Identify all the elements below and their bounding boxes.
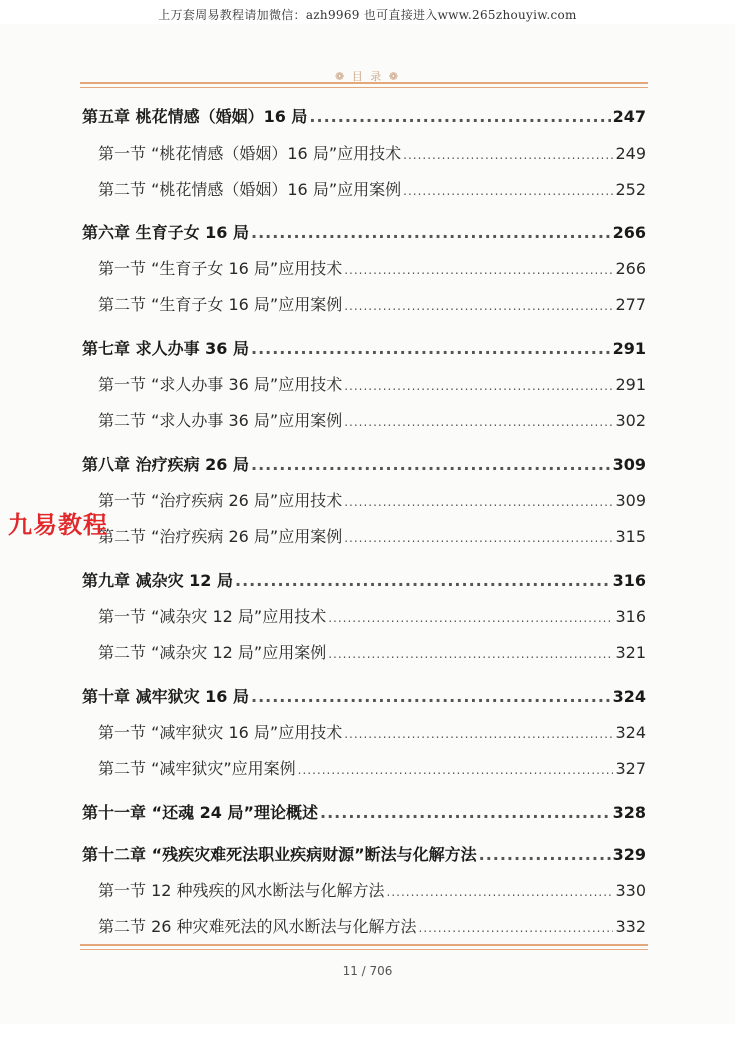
toc-leader-dots bbox=[344, 379, 613, 393]
toc-leader-dots bbox=[344, 263, 613, 277]
toc-entry-title: 第一节 “求人办事 36 局”应用技术 bbox=[98, 375, 343, 394]
toc-entry-page: 266 bbox=[612, 223, 646, 242]
toc-entry-chapter-6[interactable] bbox=[82, 220, 646, 243]
toc-entry-page: 327 bbox=[615, 759, 646, 778]
toc-entry-page: 302 bbox=[615, 411, 646, 430]
toc-leader-dots bbox=[328, 647, 613, 661]
toc-entry-page: 249 bbox=[615, 144, 646, 163]
toc-leader-dots bbox=[298, 763, 614, 777]
toc-entry-title: 第二节 “求人办事 36 局”应用案例 bbox=[98, 411, 343, 430]
toc-entry-title: 第一节 “减杂灾 12 局”应用技术 bbox=[98, 607, 327, 626]
toc-leader-dots bbox=[344, 495, 613, 509]
toc-leader-dots bbox=[251, 223, 611, 242]
toc-leader-dots bbox=[328, 611, 613, 625]
toc-entry-page: 266 bbox=[615, 259, 646, 278]
toc-entry-title: 第九章 减杂灾 12 局 bbox=[82, 571, 233, 590]
toc-leader-dots bbox=[251, 339, 611, 358]
toc-leader-dots bbox=[344, 727, 613, 741]
toc-entry-page: 329 bbox=[612, 845, 646, 864]
toc-entry-section[interactable] bbox=[98, 524, 646, 547]
toc-entry-title: 第八章 治疗疾病 26 局 bbox=[82, 455, 249, 474]
toc-leader-dots bbox=[320, 803, 611, 822]
toc-entry-section[interactable] bbox=[98, 141, 646, 164]
toc-entry-section[interactable] bbox=[98, 292, 646, 315]
document-page bbox=[0, 24, 735, 1024]
toc-entry-title: 第七章 求人办事 36 局 bbox=[82, 339, 249, 358]
toc-entry-section[interactable] bbox=[98, 604, 646, 627]
toc-entry-title: 第二节 “治疗疾病 26 局”应用案例 bbox=[98, 527, 343, 546]
bottom-divider bbox=[80, 944, 648, 946]
toc-entry-page: 324 bbox=[612, 687, 646, 706]
toc-entry-title: 第十章 减牢狱灾 16 局 bbox=[82, 687, 249, 706]
toc-entry-title: 第二节 “生育子女 16 局”应用案例 bbox=[98, 295, 343, 314]
toc-entry-page: 316 bbox=[612, 571, 646, 590]
toc-entry-title: 第一节 “治疗疾病 26 局”应用技术 bbox=[98, 491, 343, 510]
toc-entry-page: 247 bbox=[612, 107, 646, 126]
toc-leader-dots bbox=[235, 571, 611, 590]
toc-leader-dots bbox=[344, 299, 613, 313]
toc-entry-chapter-8[interactable] bbox=[82, 452, 646, 475]
toc-entry-title: 第十一章 “还魂 24 局”理论概述 bbox=[82, 803, 319, 822]
toc-entry-page: 291 bbox=[615, 375, 646, 394]
toc-entry-title: 第一节 12 种残疾的风水断法与化解方法 bbox=[98, 881, 385, 900]
bottom-divider-thin bbox=[80, 949, 648, 950]
toc-entry-title: 第十二章 “残疾灾难死法职业疾病财源”断法与化解方法 bbox=[82, 845, 477, 864]
toc-entry-chapter-11[interactable] bbox=[82, 800, 646, 823]
toc-entry-page: 315 bbox=[615, 527, 646, 546]
toc-entry-title: 第二节 “桃花情感（婚姻）16 局”应用案例 bbox=[98, 180, 402, 199]
toc-leader-dots bbox=[251, 687, 611, 706]
top-divider bbox=[80, 82, 648, 88]
toc-entry-page: 316 bbox=[615, 607, 646, 626]
toc-leader-dots bbox=[403, 148, 613, 162]
toc-entry-title: 第二节 26 种灾难死法的风水断法与化解方法 bbox=[98, 917, 417, 936]
toc-entry-section[interactable] bbox=[98, 488, 646, 511]
toc-entry-page: 309 bbox=[612, 455, 646, 474]
toc-entry-page: 309 bbox=[615, 491, 646, 510]
toc-leader-dots bbox=[344, 531, 613, 545]
toc-entry-section[interactable] bbox=[98, 372, 646, 395]
toc-entry-title: 第五章 桃花情感（婚姻）16 局 bbox=[82, 107, 308, 126]
toc-entry-section[interactable] bbox=[98, 756, 646, 779]
toc-entry-section[interactable] bbox=[98, 914, 646, 937]
watermark-logo: 九易教程 bbox=[8, 511, 108, 539]
toc-leader-dots bbox=[419, 921, 614, 935]
toc-leader-dots bbox=[309, 107, 610, 126]
toc-entry-title: 第二节 “减杂灾 12 局”应用案例 bbox=[98, 643, 327, 662]
toc-entry-title: 第六章 生育子女 16 局 bbox=[82, 223, 249, 242]
toc-entry-chapter-5[interactable] bbox=[82, 104, 646, 127]
toc-entry-chapter-7[interactable] bbox=[82, 336, 646, 359]
toc-entry-title: 第一节 “减牢狱灾 16 局”应用技术 bbox=[98, 723, 343, 742]
toc-entry-title: 第一节 “生育子女 16 局”应用技术 bbox=[98, 259, 343, 278]
toc-leader-dots bbox=[479, 845, 611, 864]
toc-entry-chapter-12[interactable] bbox=[82, 842, 646, 865]
toc-leader-dots bbox=[344, 415, 613, 429]
toc-entry-page: 321 bbox=[615, 643, 646, 662]
toc-entry-section[interactable] bbox=[98, 720, 646, 743]
toc-entry-page: 252 bbox=[615, 180, 646, 199]
toc-entry-section[interactable] bbox=[98, 878, 646, 901]
toc-leader-dots bbox=[403, 184, 613, 198]
toc-entry-page: 332 bbox=[615, 917, 646, 936]
toc-entry-chapter-10[interactable] bbox=[82, 684, 646, 707]
toc-entry-section[interactable] bbox=[98, 256, 646, 279]
toc-leader-dots bbox=[251, 455, 611, 474]
toc-entry-page: 324 bbox=[615, 723, 646, 742]
toc-entry-chapter-9[interactable] bbox=[82, 568, 646, 591]
toc-entry-page: 291 bbox=[612, 339, 646, 358]
toc-entry-page: 328 bbox=[612, 803, 646, 822]
page-indicator: 11 / 706 bbox=[342, 964, 393, 978]
toc-header-title: ❁ 目 录 ❁ bbox=[335, 70, 400, 83]
toc-entry-page: 330 bbox=[615, 881, 646, 900]
toc-entry-title: 第二节 “减牢狱灾”应用案例 bbox=[98, 759, 296, 778]
toc-entry-title: 第一节 “桃花情感（婚姻）16 局”应用技术 bbox=[98, 144, 402, 163]
toc-entry-section[interactable] bbox=[98, 177, 646, 200]
toc-entry-page: 277 bbox=[615, 295, 646, 314]
toc-leader-dots bbox=[387, 885, 614, 899]
toc-entry-section[interactable] bbox=[98, 408, 646, 431]
top-banner: 上万套周易教程请加微信：azh9969 也可直接进入www.265zhouyiw.com bbox=[158, 8, 577, 22]
toc-entry-section[interactable] bbox=[98, 640, 646, 663]
